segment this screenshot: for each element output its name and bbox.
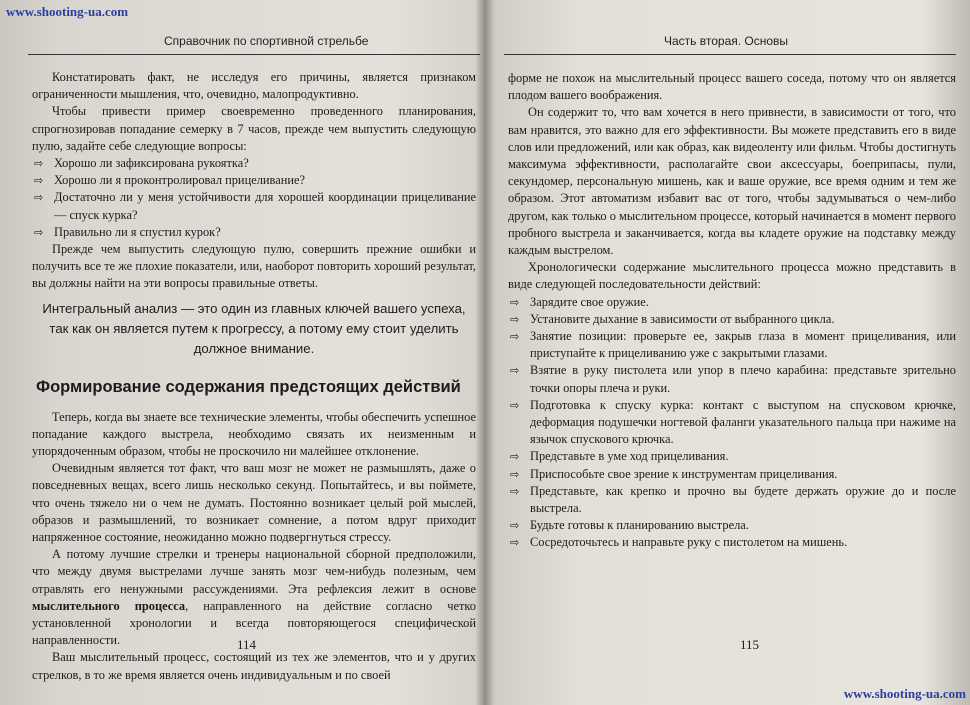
list-item-text: Правильно ли я спустил курок? — [54, 224, 221, 239]
paragraph: Ваш мыслительный процесс, состоящий из тех же элементов, что и у других стрелков, в то же время является очень индивидуальным и по своей — [32, 650, 476, 682]
arrow-icon: ⇨ — [510, 398, 520, 412]
list-item — [508, 534, 956, 551]
arrow-icon: ⇨ — [510, 484, 520, 498]
list-item-text: Представьте, как крепко и прочно вы будете держать оружие до и после выстрела. — [530, 483, 956, 516]
section-heading: Формирование содержания предстоящих действий — [36, 377, 461, 396]
arrow-icon: ⇨ — [34, 157, 44, 171]
arrow-icon: ⇨ — [510, 450, 520, 464]
paragraph: Констатировать факт, не исследуя его причины, является признаком ограниченности мышления, что, очевидно, малопродуктивно. — [32, 70, 476, 102]
left-body-text — [32, 69, 476, 684]
paragraph: Очевидным является тот факт, что ваш мозг не может не размышлять, даже о повседневных вещах, всего лишь несколько секунд. Попытайтесь, и вы поймете, что очень тяжело ни о чем не думать. Постоянно возникает целый рой мыслей, образов и размышлений, то возникает сомнение, а потом вдруг приходит напряженное состояние, неожиданно можно подвергнуться стрессу. — [32, 461, 476, 545]
right-page — [490, 0, 970, 705]
paragraph: Прежде чем выпустить следующую пулю, совершить прежние ошибки и получить все те же плохие показатели, или, наоборот повторить хороший результат, вы должны найти на эти вопросы правильные ответы. — [32, 242, 476, 291]
arrow-icon: ⇨ — [34, 225, 44, 239]
paragraph: Теперь, когда вы знаете все технические элементы, чтобы обеспечить успешное попадание каждого выстрела, необходимо связать их неизменным и упорядоченным образом, чтобы не проскочило ни малейшее отклонение. — [32, 409, 476, 459]
list-item — [32, 224, 476, 241]
list-item-text: Взятие в руку пистолета или упор в плечо карабина: представьте зрительно точки опоры плеча и руки. — [530, 363, 956, 395]
paragraph: Чтобы привести пример своевременно проведенного планирования, спрогнозировав попадание семерку в 7 часов, прежде чем выпустить следующую пулю, задайте себе следующие вопросы: — [32, 104, 476, 153]
arrow-icon: ⇨ — [510, 467, 520, 481]
paragraph-text: , направленного на действие согласно четко установленной хронологии и всегда повторяющегося специфической направленности. — [32, 598, 476, 648]
arrow-icon: ⇨ — [510, 295, 520, 309]
steps-list — [508, 294, 956, 552]
list-item — [508, 466, 956, 483]
arrow-icon: ⇨ — [510, 536, 520, 550]
list-item — [32, 172, 476, 189]
list-item-text: Хорошо ли я проконтролировал прицеливание? — [54, 173, 305, 188]
list-item-text: Достаточно ли у меня устойчивости для хорошей координации прицеливание — спуск курка? — [54, 190, 476, 222]
list-item — [32, 189, 476, 223]
list-item-text: Приспособьте свое зрение к инструментам прицеливания. — [530, 466, 838, 481]
list-item — [508, 311, 956, 328]
arrow-icon: ⇨ — [510, 519, 520, 533]
list-item-text: Хорошо ли зафиксирована рукоятка? — [54, 156, 249, 171]
paragraph-text: А потому лучшие стрелки и тренеры национальной сборной предположили, что между двумя выстрелами лучше занять мозг чем-нибудь полезным, чем отравлять его ненужными рассуждениями. Эта рефлексия лежит в основе — [32, 547, 476, 596]
watermark-bottom[interactable]: www.shooting-ua.com — [843, 686, 966, 701]
arrow-icon: ⇨ — [510, 330, 520, 344]
arrow-icon: ⇨ — [34, 191, 44, 205]
left-header-rule — [28, 54, 480, 55]
list-item — [508, 294, 956, 311]
list-item-text: Сосредоточьтесь и направьте руку с пистолетом на мишень. — [530, 535, 848, 550]
list-item-text: Занятие позиции: проверьте ее, закрыв глаза в момент прицеливания, или приступайте к прицеливанию уже с закрытыми глазами. — [530, 329, 956, 361]
right-body-text — [508, 70, 956, 552]
page-number-right: 115 — [740, 637, 760, 652]
list-item — [508, 483, 956, 517]
arrow-icon: ⇨ — [510, 364, 520, 378]
list-item-text: Зарядите свое оружие. — [530, 294, 649, 309]
key-idea-callout: Интегральный анализ — это один из главных ключей вашего успеха, так как он является путем к прогрессу, а потому ему стоит уделить должное внимание. — [42, 300, 466, 356]
right-running-head: Часть вторая. Основы — [664, 34, 789, 48]
bold-term: мыслительного процесса — [32, 598, 186, 613]
list-item — [508, 397, 956, 449]
list-item-text: Будьте готовы к планированию выстрела. — [530, 518, 749, 533]
paragraph: форме не похож на мыслительный процесс вашего соседа, потому что он является плодом вашего воображения. — [508, 71, 956, 103]
list-item — [508, 362, 956, 396]
right-header-rule — [504, 54, 956, 55]
list-item — [508, 448, 956, 465]
list-item — [508, 328, 956, 362]
list-item-text: Подготовка к спуску курка: контакт с выступом на спусковом крючке, деформация подушечки ногтевой фаланги указательного пальца при нажиме на язычок спускового крючка. — [530, 397, 956, 447]
list-item-text: Представьте в уме ход прицеливания. — [530, 449, 729, 464]
paragraph — [32, 546, 476, 649]
arrow-icon: ⇨ — [34, 174, 44, 188]
page-number-left: 114 — [237, 637, 257, 652]
arrow-icon: ⇨ — [510, 312, 520, 326]
list-item — [508, 517, 956, 534]
questions-list — [32, 155, 476, 241]
paragraph: Он содержит то, что вам хочется в него привнести, в зависимости от того, что вам нравится, это важно для его эффективности. Вы можете представить его в виде слов или предложений, или как образ, как видеоленту или фильм. Чтобы достигнуть максимума эффективности, располагайте свои аксессуары, боеприпасы, пули, секундомер, персональную мишень, как и ваше оружие, все время одним и тем же образом. Этот автоматизм избавит вас от того, чтобы задумываться о чем-либо другом, как только о мыслительном процессе, который начинается в момент первого пробного выстрела и заканчивается, когда вы кладете оружие на подставку между каждым выстрелом. — [508, 105, 956, 258]
list-item — [32, 155, 476, 172]
list-item-text: Установите дыхание в зависимости от выбранного цикла. — [530, 311, 835, 326]
watermark-top[interactable]: www.shooting-ua.com — [6, 4, 129, 19]
left-running-head: Справочник по спортивной стрельбе — [164, 34, 369, 48]
paragraph: Хронологически содержание мыслительного процесса можно представить в виде следующей последовательности действий: — [508, 260, 956, 292]
